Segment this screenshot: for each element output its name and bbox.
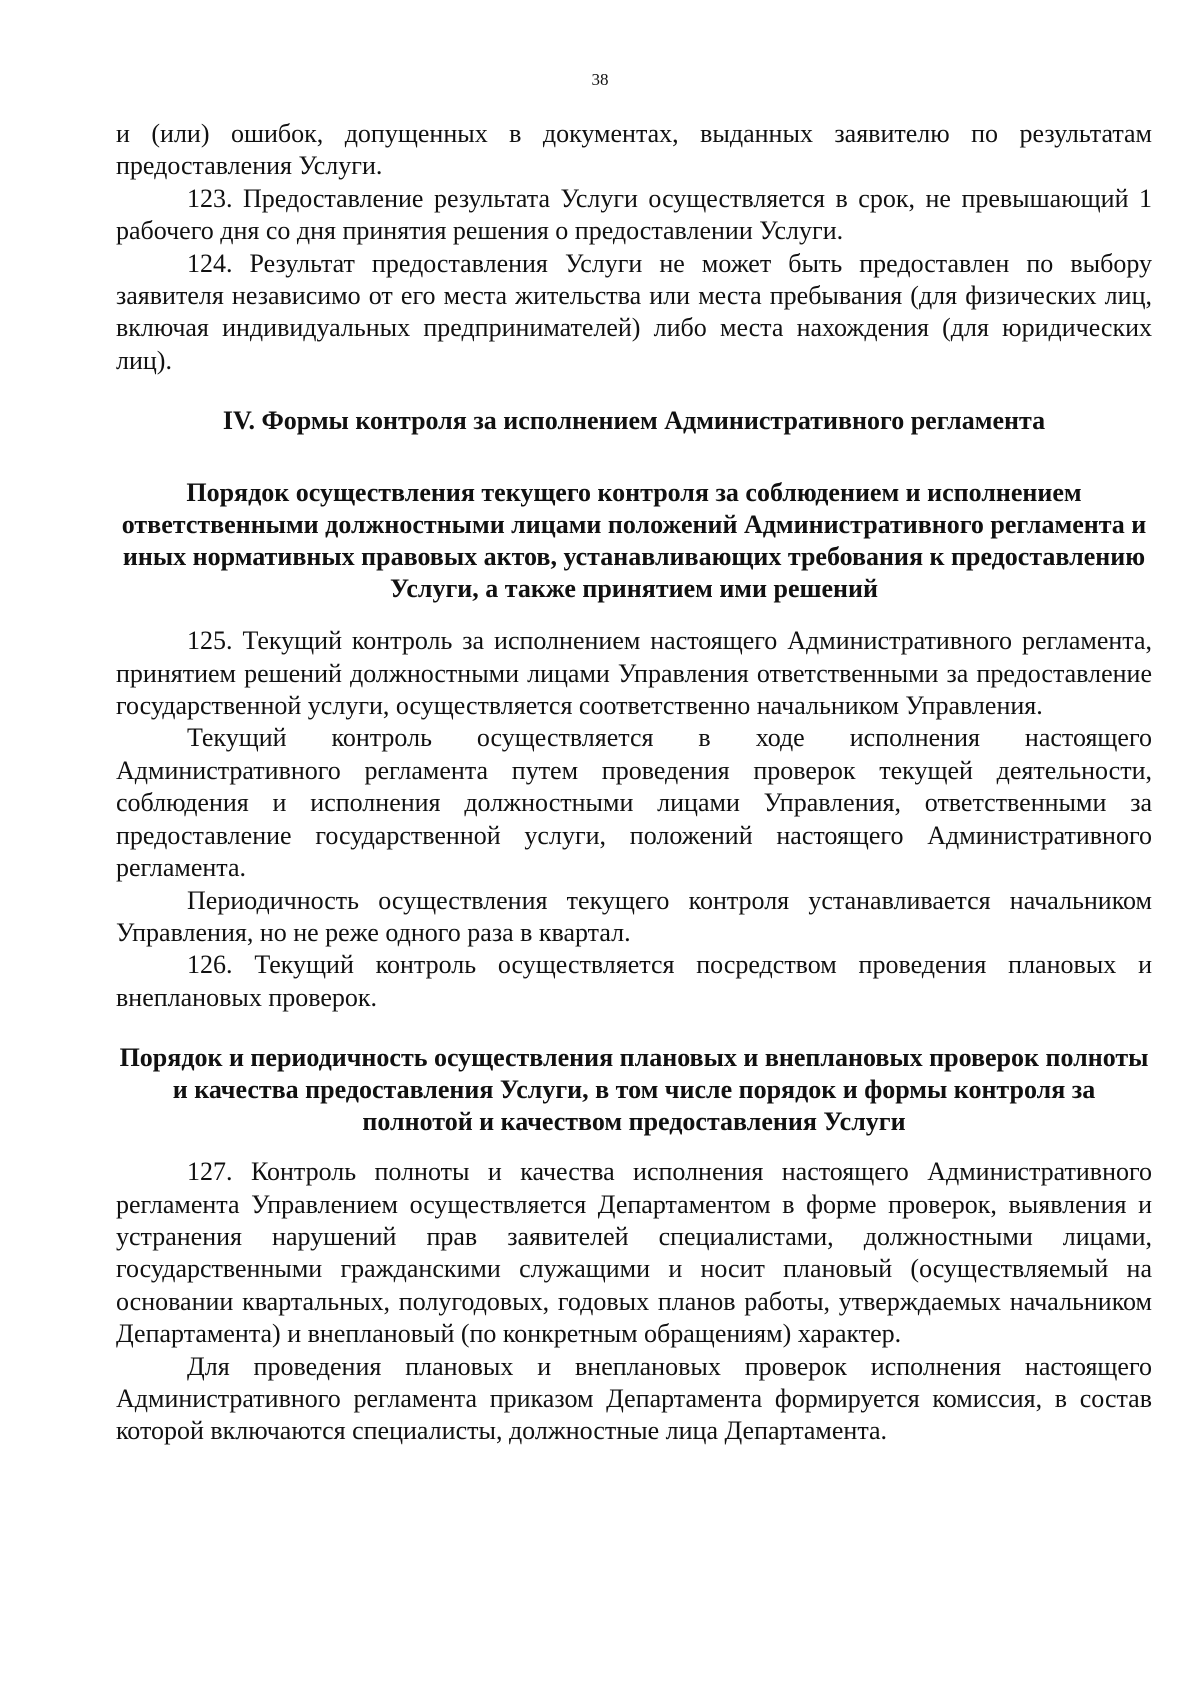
paragraph-periodicity: Периодичность осуществления текущего контроля устанавливается начальником Управления, но не реже одного раза в квартал.: [116, 885, 1152, 947]
paragraph-continuation: и (или) ошибок, допущенных в документах, выданных заявителю по результатам предоставления Услуги.: [116, 119, 1152, 181]
document-body: [116, 118, 1152, 1448]
page-number: 38: [591, 70, 609, 89]
paragraph-125: 125. Текущий контроль за исполнением настоящего Административного регламента, принятием решений должностными лицами Управления ответственными за предоставление государственной услуги, осуществляется соответственно начальником Управления.: [116, 626, 1152, 721]
paragraph-123: 123. Предоставление результата Услуги осуществляется в срок, не превышающий 1 рабочего дня со дня принятия решения о предоставлении Услуги.: [116, 183, 1152, 246]
subsection-title-inspections: Порядок и периодичность осуществления плановых и внеплановых проверок полноты и качества предоставления Услуги, в том числе порядок и формы контроля за полнотой и качеством предоставления Услуги: [119, 1043, 1149, 1137]
paragraph-124: 124. Результат предоставления Услуги не может быть предоставлен по выбору заявителя независимо от его места жительства или места пребывания (для физических лиц, включая индивидуальных предпринимателей) либо места нахождения (для юридических лиц).: [116, 248, 1152, 375]
paragraph-127: 127. Контроль полноты и качества исполнения настоящего Административного регламента Управлением осуществляется Департаментом в форме проверок, выявления и устранения нарушений прав заявителей специалистами, должностными лицами, государственными гражданскими служащими и носит плановый (осуществляемый на основании квартальных, полугодовых, годовых планов работы, утверждаемых начальником Департамента) и внеплановый (по конкретным обращениям) характер.: [116, 1157, 1152, 1349]
paragraph-current-control-process: Текущий контроль осуществляется в ходе исполнения настоящего Административного регламента путем проведения проверок текущей деятельности, соблюдения и исполнения должностными лицами Управления, ответственными за предоставление государственной услуги, положений настоящего Административного регламента.: [116, 723, 1152, 883]
section-title: IV. Формы контроля за исполнением Административного регламента: [222, 406, 1046, 436]
paragraph-126: 126. Текущий контроль осуществляется посредством проведения плановых и внеплановых проверок.: [116, 950, 1152, 1012]
paragraph-commission: Для проведения плановых и внеплановых проверок исполнения настоящего Административного регламента приказом Департамента формируется комиссия, в состав которой включаются специалисты, должностные лица Департамента.: [116, 1351, 1152, 1446]
subsection-title-current-control: Порядок осуществления текущего контроля за соблюдением и исполнением ответственными должностными лицами положений Административного регламента и иных нормативных правовых актов, устанавливающих требования к предоставлению Услуги, а также принятием ими решений: [121, 478, 1147, 604]
